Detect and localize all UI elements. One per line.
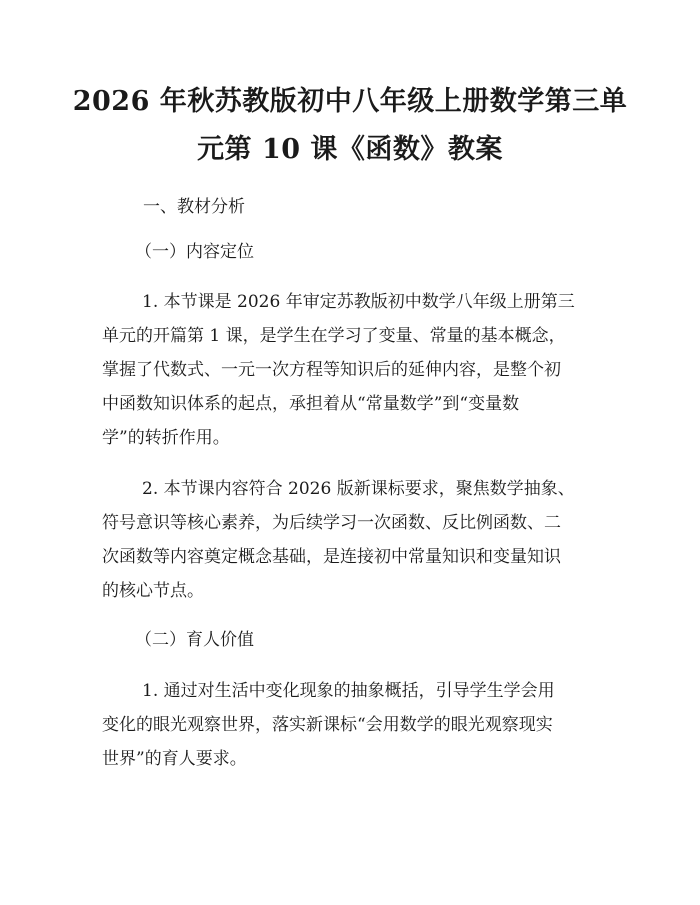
section-heading-textbook-analysis: 一、教材分析 — [143, 197, 245, 217]
paragraph-line: 的核心节点。 — [102, 581, 204, 601]
paragraph-line: 1. 通过对生活中变化现象的抽象概括，引导学生学会用 — [142, 681, 555, 701]
paragraph-line: 掌握了代数式、一元一次方程等知识后的延伸内容，是整个初 — [102, 360, 561, 380]
paragraph-content-positioning-2 — [102, 472, 604, 608]
paragraph-line: 次函数等内容奠定概念基础，是连接初中常量知识和变量知识 — [102, 547, 561, 567]
document-title-line-2: 元第 10 课《函数》教案 — [197, 134, 503, 165]
paragraph-line: 符号意识等核心素养，为后续学习一次函数、反比例函数、二 — [102, 513, 561, 533]
paragraph-line: 1. 本节课是 2026 年审定苏教版初中数学八年级上册第三 — [142, 292, 575, 312]
paragraph-line: 世界”的育人要求。 — [102, 749, 247, 769]
document-title-line-1: 2026 年秋苏教版初中八年级上册数学第三单 — [72, 86, 628, 117]
subsection-heading-educational-value: （二）育人价值 — [135, 630, 254, 650]
paragraph-line: 中函数知识体系的起点，承担着从“常量数学”到“变量数 — [102, 394, 520, 414]
paragraph-line: 学”的转折作用。 — [102, 428, 230, 448]
paragraph-line: 变化的眼光观察世界，落实新课标“会用数学的眼光观察现实 — [102, 715, 553, 735]
subsection-heading-content-positioning: （一）内容定位 — [135, 242, 254, 262]
paragraph-line: 单元的开篇第 1 课，是学生在学习了变量、常量的基本概念， — [102, 326, 566, 346]
paragraph-content-positioning-1 — [102, 285, 604, 455]
paragraph-line: 2. 本节课内容符合 2026 版新课标要求，聚焦数学抽象、 — [142, 479, 575, 499]
paragraph-educational-value-1 — [102, 674, 604, 776]
